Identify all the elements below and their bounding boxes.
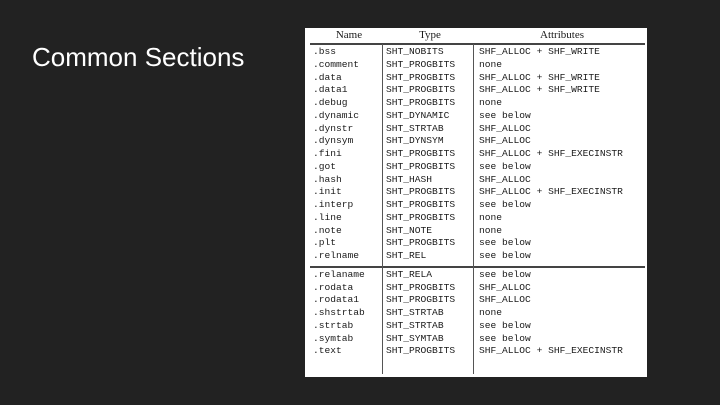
table-row [305, 46, 647, 59]
section-type-cell: SHT_STRTAB [386, 122, 444, 134]
section-attributes-cell: see below [479, 268, 531, 280]
table-row [305, 250, 647, 263]
group-divider [310, 266, 645, 268]
section-attributes-cell: see below [479, 319, 531, 331]
section-name-cell: .debug [313, 97, 348, 108]
section-attributes-cell: none [479, 58, 503, 70]
section-type-cell: SHT_RELA [386, 268, 433, 280]
section-type-cell: SHT_STRTAB [386, 307, 444, 318]
section-type-cell: SHT_PROGBITS [386, 58, 456, 70]
section-attributes-cell: see below [479, 332, 531, 344]
slide-title: Common Sections [32, 42, 245, 72]
table-row [305, 135, 647, 148]
section-attributes-cell: see below [479, 237, 531, 249]
section-name-cell: .interp [313, 199, 354, 210]
section-type-cell: SHT_PROGBITS [386, 160, 456, 172]
section-attributes-cell: SHF_ALLOC [479, 281, 531, 293]
section-attributes-cell: SHF_ALLOC + SHF_EXECINSTR [479, 186, 623, 198]
section-type-cell: SHT_HASH [386, 173, 433, 185]
table-row [305, 199, 647, 212]
section-attributes-cell: SHF_ALLOC [479, 135, 531, 147]
section-name-cell: .text [313, 345, 342, 357]
section-name-cell: .data1 [313, 84, 348, 96]
table-row [305, 269, 647, 282]
table-row [305, 186, 647, 199]
section-type-cell: SHT_PROGBITS [386, 199, 456, 210]
section-attributes-cell: SHF_ALLOC [479, 173, 531, 185]
section-name-cell: .plt [313, 237, 337, 249]
section-attributes-cell: SHF_ALLOC + SHF_EXECINSTR [479, 148, 623, 159]
header-name: Name [335, 29, 363, 41]
section-type-cell: SHT_NOBITS [386, 46, 444, 57]
table-row [305, 282, 647, 295]
section-type-cell: SHT_DYNAMIC [386, 109, 450, 121]
section-name-cell: .dynsym [313, 135, 354, 147]
sections-table [305, 28, 647, 377]
table-row [305, 307, 647, 320]
section-attributes-cell: none [479, 211, 503, 223]
section-name-cell: .got [313, 160, 337, 172]
section-type-cell: SHT_SYMTAB [386, 332, 444, 344]
section-type-cell: SHT_PROGBITS [386, 345, 456, 357]
table-row [305, 345, 647, 358]
table-row [305, 237, 647, 250]
table-row [305, 123, 647, 136]
section-type-cell: SHT_PROGBITS [386, 237, 456, 249]
section-type-cell: SHT_PROGBITS [386, 148, 456, 159]
section-name-cell: .rodata [313, 281, 354, 293]
section-attributes-cell: see below [479, 250, 531, 261]
section-name-cell: .fini [313, 148, 342, 159]
section-name-cell: .relname [313, 250, 360, 261]
section-attributes-cell: SHF_ALLOC + SHF_EXECINSTR [479, 345, 623, 357]
section-name-cell: .init [313, 186, 342, 198]
table-row [305, 97, 647, 110]
section-type-cell: SHT_STRTAB [386, 319, 444, 331]
section-type-cell: SHT_DYNSYM [386, 135, 444, 147]
header-attributes: Attributes [540, 29, 584, 41]
section-attributes-cell: SHF_ALLOC [479, 294, 531, 306]
section-attributes-cell: SHF_ALLOC + SHF_WRITE [479, 46, 600, 57]
section-attributes-cell: none [479, 97, 503, 108]
section-type-cell: SHT_PROGBITS [386, 294, 456, 306]
section-name-cell: .strtab [313, 319, 354, 331]
section-name-cell: .shstrtab [313, 307, 365, 318]
table-row [305, 320, 647, 333]
section-type-cell: SHT_PROGBITS [386, 97, 456, 108]
section-attributes-cell: SHF_ALLOC + SHF_WRITE [479, 84, 600, 96]
section-name-cell: .note [313, 224, 342, 236]
section-type-cell: SHT_REL [386, 250, 427, 261]
header-divider [310, 43, 645, 45]
section-type-cell: SHT_PROGBITS [386, 84, 456, 96]
table-row [305, 174, 647, 187]
section-type-cell: SHT_PROGBITS [386, 211, 456, 223]
section-attributes-cell: see below [479, 160, 531, 172]
section-attributes-cell: none [479, 224, 503, 236]
header-type: Type [419, 29, 441, 41]
table-row [305, 161, 647, 174]
table-row [305, 72, 647, 85]
section-name-cell: .line [313, 211, 342, 223]
table-row [305, 148, 647, 161]
table-row [305, 333, 647, 346]
section-attributes-cell: SHF_ALLOC [479, 122, 531, 134]
section-name-cell: .rodata1 [313, 294, 360, 306]
section-type-cell: SHT_PROGBITS [386, 71, 456, 83]
section-attributes-cell: see below [479, 109, 531, 121]
section-name-cell: .symtab [313, 332, 354, 344]
section-name-cell: .dynstr [313, 122, 354, 134]
section-name-cell: .dynamic [313, 109, 360, 121]
section-name-cell: .data [313, 71, 342, 83]
section-attributes-cell: none [479, 307, 503, 318]
table-row [305, 59, 647, 72]
section-name-cell: .hash [313, 173, 342, 185]
table-row [305, 110, 647, 123]
section-type-cell: SHT_NOTE [386, 224, 433, 236]
section-name-cell: .relaname [313, 268, 365, 280]
section-type-cell: SHT_PROGBITS [386, 281, 456, 293]
table-row [305, 294, 647, 307]
table-row [305, 84, 647, 97]
section-type-cell: SHT_PROGBITS [386, 186, 456, 198]
table-row [305, 225, 647, 238]
section-name-cell: .bss [313, 46, 337, 57]
section-attributes-cell: SHF_ALLOC + SHF_WRITE [479, 71, 600, 83]
section-name-cell: .comment [313, 58, 360, 70]
table-row [305, 212, 647, 225]
section-attributes-cell: see below [479, 199, 531, 210]
